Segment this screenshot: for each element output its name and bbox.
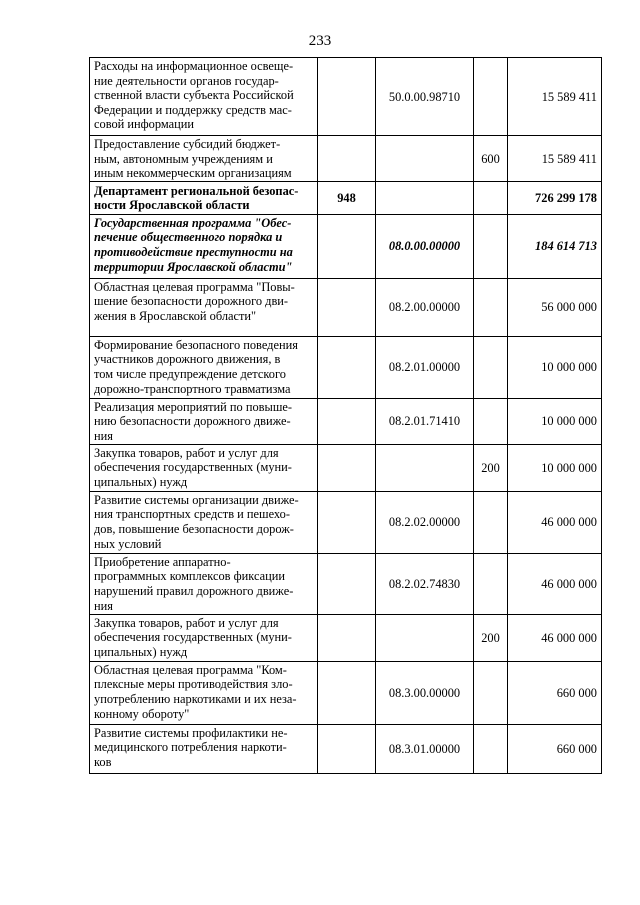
row-vr-cell <box>474 398 508 444</box>
row-grbs-cell <box>318 553 376 614</box>
row-name-cell: Приобретение аппаратно- программных комплексов фиксации нарушений правил дорожного движе- ния <box>90 553 318 614</box>
row-name-cell: Развитие системы профилактики не- медицинского потребления наркоти- ков <box>90 724 318 773</box>
budget-table <box>89 57 602 774</box>
row-name-cell: Расходы на информационное освеще- ние деятельности органов государ- ственной власти субъекта Российской Федерации и поддержку средств мас- совой информации <box>90 58 318 136</box>
row-vr-cell <box>474 214 508 278</box>
row-sum-cell: 726 299 178 <box>508 181 602 214</box>
row-csr-cell: 08.2.02.74830 <box>376 553 474 614</box>
row-vr-cell: 600 <box>474 136 508 182</box>
table-row <box>90 553 602 614</box>
row-sum-cell: 184 614 713 <box>508 214 602 278</box>
row-csr-cell <box>376 444 474 491</box>
row-csr-cell <box>376 181 474 214</box>
table-row <box>90 336 602 398</box>
row-sum-cell: 660 000 <box>508 661 602 724</box>
budget-table-body <box>90 58 602 774</box>
row-name-cell: Закупка товаров, работ и услуг для обеспечения государственных (муни- ципальных) нужд <box>90 444 318 491</box>
row-csr-cell: 08.2.01.71410 <box>376 398 474 444</box>
row-name-cell: Государственная программа "Обес- печение общественного порядка и противодействие преступности на территории Ярославской области" <box>90 214 318 278</box>
row-csr-cell <box>376 136 474 182</box>
row-name-cell: Предоставление субсидий бюджет- ным, автономным учреждениям и иным некоммерческим организациям <box>90 136 318 182</box>
row-grbs-cell <box>318 214 376 278</box>
row-csr-cell <box>376 614 474 661</box>
table-row <box>90 724 602 773</box>
row-grbs-cell <box>318 661 376 724</box>
row-sum-cell: 15 589 411 <box>508 136 602 182</box>
row-csr-cell: 08.2.01.00000 <box>376 336 474 398</box>
row-name-cell: Закупка товаров, работ и услуг для обеспечения государственных (муни- ципальных) нужд <box>90 614 318 661</box>
row-grbs-cell <box>318 491 376 553</box>
table-row <box>90 214 602 278</box>
row-vr-cell <box>474 553 508 614</box>
row-sum-cell: 660 000 <box>508 724 602 773</box>
table-row <box>90 491 602 553</box>
row-grbs-cell <box>318 278 376 336</box>
row-vr-cell <box>474 278 508 336</box>
row-name-cell: Формирование безопасного поведения участников дорожного движения, в том числе предупреждение детского дорожно-транспортного травматизма <box>90 336 318 398</box>
row-grbs-cell <box>318 58 376 136</box>
row-name-cell: Развитие системы организации движе- ния транспортных средств и пешехо- дов, повышение безопасности дорож- ных условий <box>90 491 318 553</box>
table-row <box>90 661 602 724</box>
row-sum-cell: 46 000 000 <box>508 553 602 614</box>
row-vr-cell: 200 <box>474 444 508 491</box>
row-name-cell: Реализация мероприятий по повыше- нию безопасности дорожного движе- ния <box>90 398 318 444</box>
row-grbs-cell <box>318 336 376 398</box>
row-vr-cell <box>474 181 508 214</box>
table-row <box>90 614 602 661</box>
row-vr-cell <box>474 491 508 553</box>
row-sum-cell: 46 000 000 <box>508 614 602 661</box>
table-row <box>90 278 602 336</box>
row-name-cell: Областная целевая программа "Ком- плексные меры противодействия зло- употреблению наркотиками и их неза- конному обороту" <box>90 661 318 724</box>
row-csr-cell: 08.2.00.00000 <box>376 278 474 336</box>
row-grbs-cell <box>318 614 376 661</box>
table-row <box>90 181 602 214</box>
table-row <box>90 444 602 491</box>
row-csr-cell: 08.2.02.00000 <box>376 491 474 553</box>
row-grbs-cell <box>318 724 376 773</box>
row-grbs-cell <box>318 398 376 444</box>
row-name-cell: Областная целевая программа "Повы- шение безопасности дорожного дви- жения в Ярославской области" <box>90 278 318 336</box>
row-sum-cell: 10 000 000 <box>508 444 602 491</box>
row-csr-cell: 08.0.00.00000 <box>376 214 474 278</box>
row-vr-cell <box>474 724 508 773</box>
row-name-cell: Департамент региональной безопас- ности Ярославской области <box>90 181 318 214</box>
row-sum-cell: 10 000 000 <box>508 336 602 398</box>
row-grbs-cell <box>318 136 376 182</box>
row-sum-cell: 10 000 000 <box>508 398 602 444</box>
page-number: 233 <box>308 33 332 49</box>
row-vr-cell: 200 <box>474 614 508 661</box>
row-csr-cell: 08.3.01.00000 <box>376 724 474 773</box>
table-row <box>90 398 602 444</box>
row-csr-cell: 50.0.00.98710 <box>376 58 474 136</box>
row-grbs-cell: 948 <box>318 181 376 214</box>
row-vr-cell <box>474 661 508 724</box>
row-grbs-cell <box>318 444 376 491</box>
row-sum-cell: 56 000 000 <box>508 278 602 336</box>
row-sum-cell: 46 000 000 <box>508 491 602 553</box>
row-csr-cell: 08.3.00.00000 <box>376 661 474 724</box>
table-row <box>90 136 602 182</box>
row-vr-cell <box>474 58 508 136</box>
row-sum-cell: 15 589 411 <box>508 58 602 136</box>
table-row <box>90 58 602 136</box>
row-vr-cell <box>474 336 508 398</box>
